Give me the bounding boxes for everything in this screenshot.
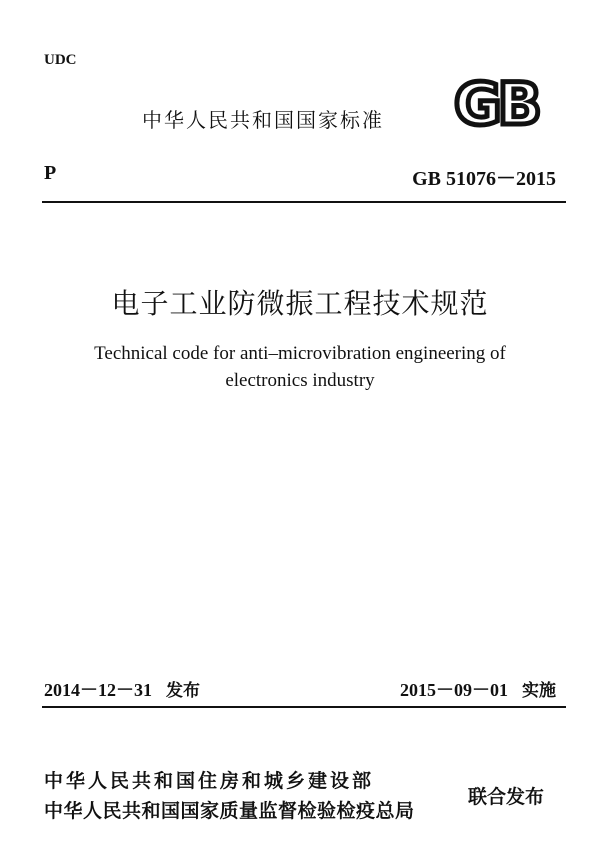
title-english-line2: electronics industry bbox=[225, 370, 375, 391]
standard-number: GB 51076－2015 bbox=[412, 168, 556, 190]
udc-label: UDC bbox=[44, 52, 77, 68]
issue-date-block bbox=[44, 676, 200, 702]
title-chinese: 电子工业防微振工程技术规范 bbox=[111, 287, 489, 320]
national-standard-heading: 中华人民共和国国家标准 bbox=[142, 108, 384, 132]
bottom-divider bbox=[42, 706, 566, 708]
joint-publish-label: 联合发布 bbox=[468, 786, 545, 808]
classification-code: P bbox=[44, 162, 57, 184]
title-english-line1: Technical code for anti–microvibration engineering of bbox=[94, 343, 506, 364]
implement-date-block bbox=[400, 676, 556, 702]
gb-logo-text: GB bbox=[454, 70, 538, 130]
issue-date: 2014－12－31 bbox=[44, 680, 152, 700]
issue-label: 发布 bbox=[166, 681, 200, 701]
publisher-line1: 中华人民共和国住房和城乡建设部 bbox=[44, 770, 375, 792]
top-divider bbox=[42, 201, 566, 203]
implement-date: 2015－09－01 bbox=[400, 680, 508, 700]
title-english bbox=[0, 340, 600, 394]
implement-label: 实施 bbox=[522, 681, 556, 701]
publisher-line2: 中华人民共和国国家质量监督检验检疫总局 bbox=[44, 800, 415, 822]
gb-logo bbox=[452, 70, 560, 130]
